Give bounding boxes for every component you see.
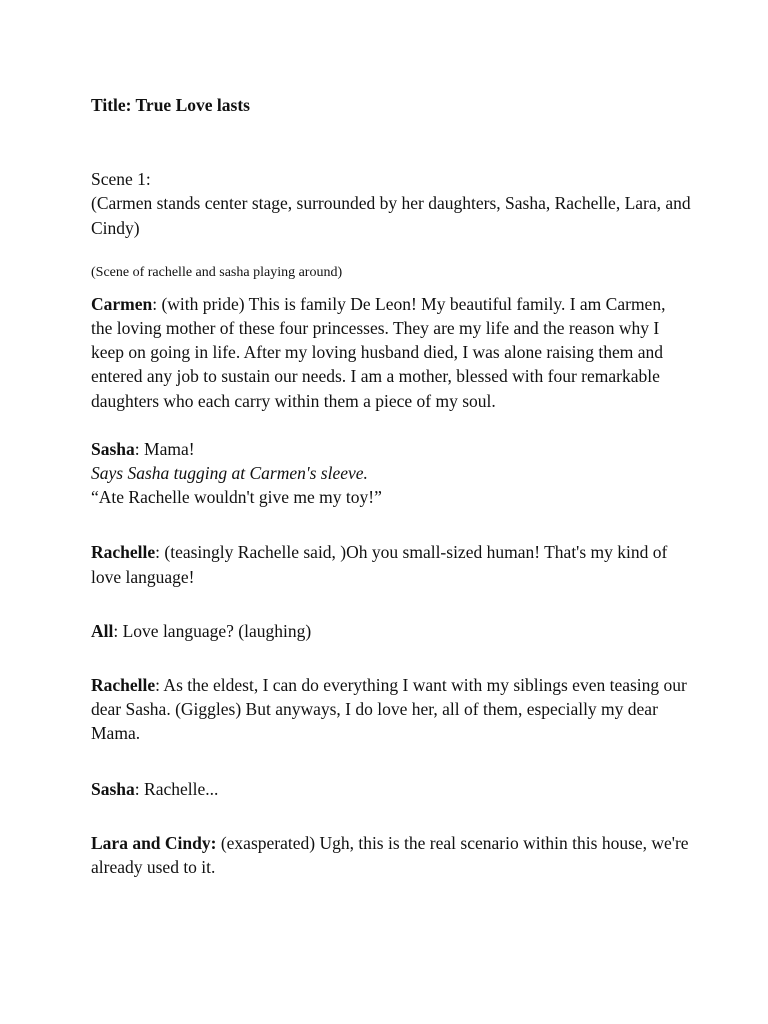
dialogue-rachelle: [91, 540, 691, 588]
dialogue-text: : (teasingly Rachelle said, )Oh you small-sized human! That's my kind of love language!: [91, 542, 668, 587]
stage-direction: Says Sasha tugging at Carmen's sleeve.: [91, 463, 368, 484]
speaker-name: Carmen: [91, 293, 153, 314]
speaker-name: Rachelle: [91, 675, 156, 696]
dialogue-text: : Rachelle...: [134, 778, 219, 799]
dialogue-quote: “Ate Rachelle wouldn't give me my toy!”: [91, 487, 382, 508]
dialogue-text: (exasperated) Ugh, this is the real scenario within this house, we're already used to it.: [91, 832, 689, 878]
dialogue-all: [91, 619, 691, 643]
stage-note: (Scene of rachelle and sasha playing around): [91, 264, 343, 280]
dialogue-text: : (with pride) This is family De Leon! My beautiful family. I am Carmen, the loving mother of these four princesses. They are my life and the reason why I keep on going in life. After my loving husband died, I was alone raising them and entered any job to sustain our needs. I am a mother, blessed with four remarkable daughters who each carry within them a piece of my soul.: [91, 293, 666, 411]
dialogue-text: : As the eldest, I can do everything I want with my siblings even teasing our dear Sasha. (Giggles) But anyways, I do love her, all of them, especially my dear Mama.: [91, 675, 687, 744]
speaker-name: All: [91, 620, 114, 641]
speaker-name: Lara and Cindy:: [91, 832, 217, 853]
dialogue-sasha: [91, 437, 691, 461]
scene-description: (Carmen stands center stage, surrounded by her daughters, Sasha, Rachelle, Lara, and Cindy): [91, 193, 691, 238]
document-title: Title: True Love lasts: [91, 95, 250, 115]
scene-heading: Scene 1:: [91, 169, 151, 190]
dialogue-sasha: [91, 777, 691, 801]
speaker-name: Rachelle: [91, 542, 156, 563]
script-content: [91, 93, 691, 879]
dialogue-text: : Love language? (laughing): [113, 620, 312, 641]
dialogue-carmen: [91, 292, 691, 413]
dialogue-lara-and-cindy: [91, 831, 691, 879]
dialogue-sasha-block: [91, 437, 691, 510]
speaker-name: Sasha: [91, 778, 135, 799]
dialogue-text: : Mama!: [134, 438, 195, 459]
dialogue-rachelle: [91, 673, 691, 746]
speaker-name: Sasha: [91, 438, 135, 459]
